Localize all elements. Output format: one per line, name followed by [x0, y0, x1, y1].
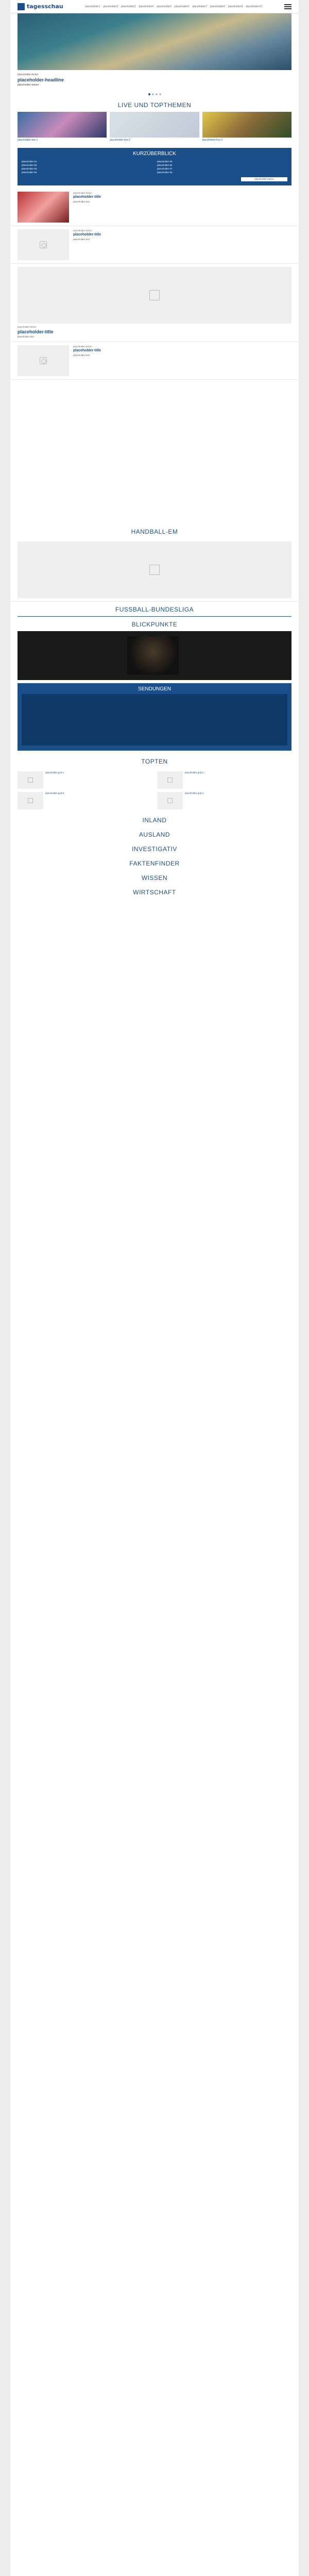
- nav-item[interactable]: placeholder9: [228, 5, 243, 8]
- image-placeholder-icon: [28, 798, 33, 803]
- kurz-more-button[interactable]: placeholder-button: [241, 177, 287, 181]
- logo-text: tagesschau: [27, 3, 63, 10]
- grid-thumb[interactable]: [157, 771, 183, 789]
- article-image[interactable]: [18, 229, 69, 260]
- image-placeholder-icon: [167, 798, 173, 803]
- nav-item[interactable]: placeholder8: [210, 5, 225, 8]
- kurz-item[interactable]: placeholder-k1: [22, 160, 37, 163]
- grid-item[interactable]: [18, 771, 152, 789]
- big-title[interactable]: placeholder-title: [18, 329, 54, 334]
- grid-thumb[interactable]: [157, 792, 183, 809]
- article-body: [73, 192, 291, 223]
- article-teaser[interactable]: [10, 342, 299, 380]
- article-teaser[interactable]: [10, 189, 299, 226]
- article-image[interactable]: [18, 192, 69, 223]
- topten-grid: [10, 768, 299, 812]
- sendungen-image[interactable]: [22, 694, 287, 745]
- big-image[interactable]: [18, 541, 291, 598]
- kurz-item[interactable]: placeholder-k4: [22, 171, 37, 174]
- top-nav: [63, 5, 284, 8]
- article-image[interactable]: [18, 345, 69, 376]
- hero-kicker: placeholder-kicker: [18, 73, 39, 76]
- kurz-item[interactable]: placeholder-k3: [22, 167, 37, 170]
- nav-item[interactable]: placeholder5: [157, 5, 171, 8]
- kurz-item[interactable]: placeholder-k2: [22, 164, 37, 166]
- hero[interactable]: [18, 13, 291, 97]
- article-text: placeholder-text: [73, 238, 90, 241]
- image-placeholder-icon: [149, 565, 160, 575]
- kurz-item[interactable]: placeholder-k7: [157, 167, 173, 170]
- kurz-columns: [22, 160, 287, 174]
- article-kicker: placeholder-kicker: [73, 192, 92, 194]
- grid-thumb[interactable]: [18, 792, 43, 809]
- grid-text[interactable]: placeholder-grid-4: [185, 792, 204, 794]
- article-body: [73, 345, 291, 376]
- live-image[interactable]: [202, 112, 291, 138]
- kurz-item[interactable]: placeholder-k5: [157, 160, 173, 163]
- kurz-col: [22, 160, 152, 174]
- kurz-title: KURZÜBERBLICK: [133, 151, 176, 157]
- image-placeholder-icon: [40, 357, 47, 364]
- live-row: [10, 112, 299, 145]
- article-teaser[interactable]: [10, 226, 299, 264]
- feed-continuation: [10, 380, 299, 524]
- live-card[interactable]: [110, 112, 199, 142]
- big-kicker: placeholder-kicker: [18, 326, 37, 328]
- grid-item[interactable]: [18, 792, 152, 809]
- image-placeholder-icon: [40, 241, 47, 248]
- hero-image[interactable]: [18, 13, 291, 70]
- blickpunkte-image[interactable]: [18, 631, 291, 680]
- section-title-ausland: AUSLAND: [139, 831, 170, 838]
- live-image[interactable]: [18, 112, 107, 138]
- article-body: [73, 229, 291, 260]
- big-text: placeholder-text: [18, 335, 35, 338]
- live-text[interactable]: placeholder-live-2: [110, 139, 130, 142]
- article-title[interactable]: placeholder-title: [73, 195, 101, 199]
- kurzueberblick-box: [18, 148, 291, 185]
- grid-text[interactable]: placeholder-grid-2: [185, 771, 204, 774]
- section-title-inland: INLAND: [142, 817, 167, 824]
- article-kicker: placeholder-kicker: [73, 229, 92, 232]
- grid-item[interactable]: [157, 771, 291, 789]
- hero-teaser: placeholder-teaser: [18, 83, 39, 87]
- nav-item[interactable]: placeholder6: [174, 5, 190, 8]
- header-bar: [10, 0, 299, 13]
- image-placeholder-icon: [167, 777, 173, 783]
- grid-text[interactable]: placeholder-grid-3: [45, 792, 64, 794]
- carousel-dots[interactable]: [18, 91, 291, 97]
- nav-item[interactable]: placeholder2: [103, 5, 118, 8]
- article-title[interactable]: placeholder-title: [73, 233, 101, 236]
- live-text[interactable]: placeholder-live-3: [202, 139, 223, 142]
- nav-item[interactable]: placeholder1: [85, 5, 100, 8]
- section-title-faktenfinder: FAKTENFINDER: [129, 860, 180, 867]
- artwork: [127, 636, 179, 675]
- grid-thumb[interactable]: [18, 771, 43, 789]
- article-text: placeholder-text: [73, 354, 90, 357]
- live-card[interactable]: [202, 112, 291, 142]
- image-placeholder-icon: [149, 290, 160, 300]
- live-text[interactable]: placeholder-live-1: [18, 139, 38, 142]
- image-placeholder-icon: [28, 777, 33, 783]
- sendungen-title: SENDUNGEN: [138, 686, 171, 692]
- logo[interactable]: [18, 3, 63, 10]
- big-teaser[interactable]: [10, 264, 299, 342]
- kurz-col: [157, 160, 287, 174]
- content-column: [10, 0, 299, 2576]
- big-image[interactable]: [18, 267, 291, 324]
- big-teaser[interactable]: [10, 538, 299, 602]
- article-text: placeholder-text: [73, 200, 90, 203]
- section-title-wirtschaft: WIRTSCHAFT: [133, 889, 176, 896]
- live-card[interactable]: [18, 112, 107, 142]
- nav-item[interactable]: placeholder10: [246, 5, 262, 8]
- section-title-blickpunkte: BLICKPUNKTE: [131, 621, 178, 628]
- grid-text[interactable]: placeholder-grid-1: [45, 771, 64, 774]
- menu-icon[interactable]: [284, 4, 291, 9]
- feed-continuation: [10, 899, 299, 2576]
- kurz-item[interactable]: placeholder-k6: [157, 164, 173, 166]
- section-title-wissen: WISSEN: [141, 874, 168, 882]
- article-kicker: placeholder-kicker: [73, 345, 92, 348]
- hero-headline[interactable]: placeholder-headline: [18, 77, 64, 82]
- section-title-fussball: FUSSBALL-BUNDESLIGA: [115, 606, 194, 613]
- section-title-topten: TOPTEN: [141, 758, 168, 765]
- nav-item[interactable]: placeholder4: [139, 5, 154, 8]
- section-title-investigativ: INVESTIGATIV: [132, 845, 177, 853]
- hero-caption: [18, 70, 291, 91]
- logo-icon: [18, 3, 25, 10]
- article-title[interactable]: placeholder-title: [73, 349, 101, 352]
- live-image[interactable]: [110, 112, 199, 138]
- nav-item[interactable]: placeholder7: [192, 5, 208, 8]
- section-title-live: LIVE UND TOPTHEMEN: [117, 101, 192, 109]
- grid-item[interactable]: [157, 792, 291, 809]
- nav-item[interactable]: placeholder3: [121, 5, 136, 8]
- section-title-handball: HANDBALL-EM: [131, 528, 178, 535]
- sendungen-band: [18, 683, 291, 751]
- kurz-item[interactable]: placeholder-k8: [157, 171, 173, 174]
